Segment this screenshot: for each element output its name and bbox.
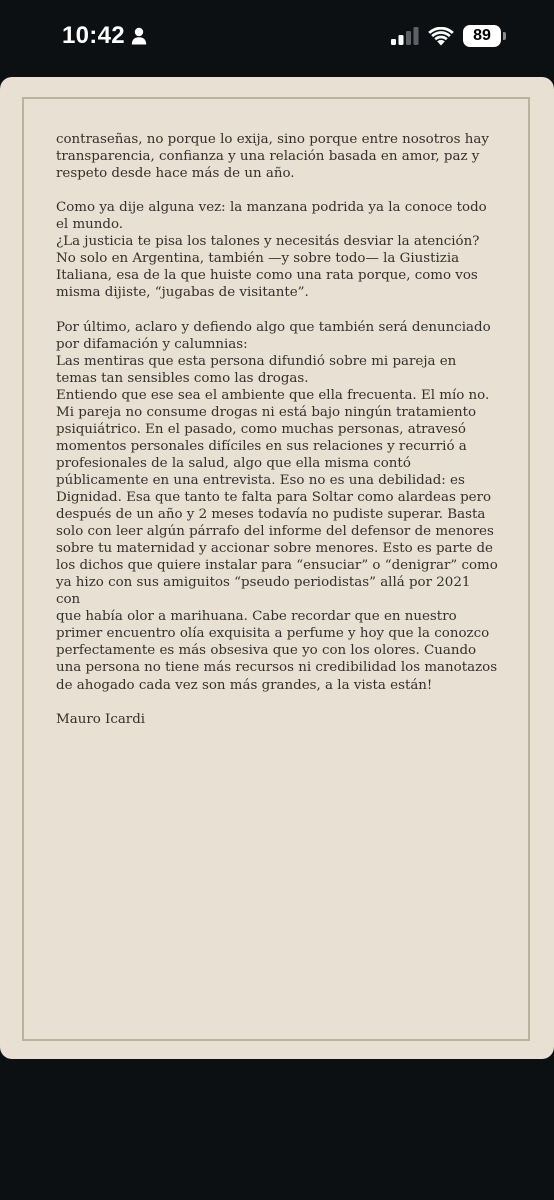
status-icons [391,25,506,47]
letter-signature: Mauro Icardi [56,711,146,727]
person-icon [131,27,147,45]
battery-icon [463,25,506,47]
cellular-signal-icon [391,27,419,45]
status-bar [0,0,554,76]
battery-cap [503,32,506,40]
letter-paragraph: contraseñas, no porque lo exija, sino porque entre nosotros hay transparencia, confianza y una relación basada en amor, paz y respeto desde hace más de un año. [56,132,489,182]
status-time: 10:42 [62,22,125,49]
letter-sheet [0,77,554,1059]
wifi-icon [428,27,454,46]
letter-paragraph: Como ya dije alguna vez: la manzana podrida ya la conoce todo el mundo. ¿La justicia te pisa los talones y necesitás desviar la atención? No solo en Argentina, también —y sobre todo— la Giustizia Italiana, esa de la que huiste como una rata porque, como vos misma dijiste, “jugabas de visitante”. [56,200,487,301]
letter-body [56,131,498,745]
time-group [62,22,147,50]
letter-paragraph: Por último, aclaro y defiendo algo que también será denunciado por difamación y calumnias: Las mentiras que esta persona difundió sobre mi pareja en temas tan sensibles como las drogas. Entiendo que ese sea el ambiente que ella frecuenta. El mío no. Mi pareja no consume drogas ni está bajo ningún tratamiento psiquiátrico. En el pasado, como muchas personas, atravesó momentos personales difíciles en sus relaciones y recurrió a profesionales de la salud, algo que ella misma contó públicamente en una entrevista. Eso no es una debilidad: es Dignidad. Esa que tanto te falta para Soltar como alardeas pero después de un año y 2 meses todavía no pudiste superar. Basta solo con leer algún párrafo del informe del defensor de menores sobre tu maternidad y accionar sobre menores. Esto es parte de los dichos que quiere instalar para “ensuciar” o “denigrar” como ya hizo con sus amiguitos “pseudo periodistas” allá por 2021 con que había olor a marihuana. Cabe recordar que en nuestro primer encuentro olía exquisita a perfume y hoy que la conozco perfectamente es más obsesiva que yo con los olores. Cuando una persona no tiene más recursos ni credibilidad los manotazos de ahogado cada vez son más grandes, a la vista están! [56,319,498,693]
battery-level: 89 [463,25,501,47]
